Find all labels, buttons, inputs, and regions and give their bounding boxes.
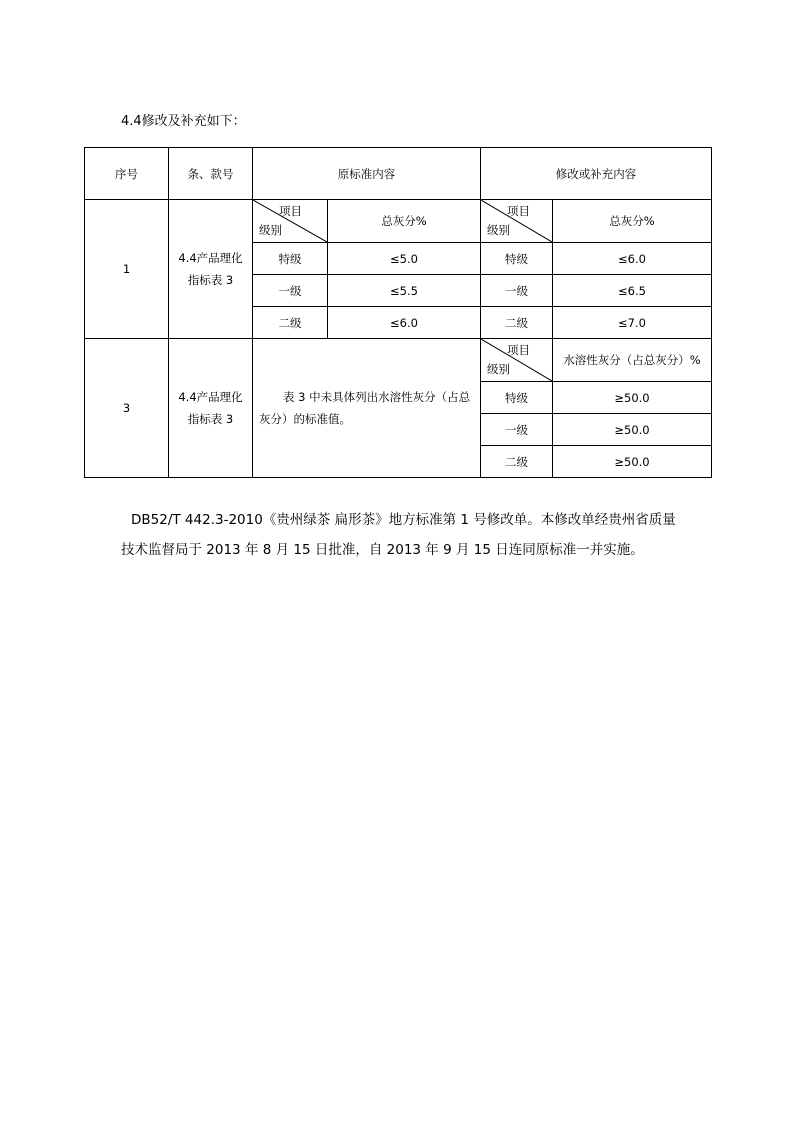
row1-mod-value: ≤7.0	[553, 307, 712, 339]
row1-clause	[169, 200, 253, 339]
row1-mod-diag-cell	[481, 200, 553, 243]
section-heading: 4.4修改及补充如下：	[121, 114, 246, 129]
row3-clause-line1: 4.4产品理化	[178, 390, 243, 404]
row3-clause-line2: 指标表 3	[187, 412, 234, 426]
diag-grade-label: 级别	[487, 362, 510, 376]
row3-grade: 特级	[481, 382, 553, 414]
note-paragraph-line1	[121, 510, 676, 530]
row3-orig-line2: 灰分）的标准值。	[259, 412, 351, 426]
header-row	[85, 148, 712, 200]
note-paragraph-line2: 技术监督局于 2013 年 8 月 15 日批准，自 2013 年 9 月 15 日连同原标准一并实施。	[121, 542, 644, 558]
row3-mod-value: ≥50.0	[553, 382, 712, 414]
row1-number: 1	[85, 200, 169, 339]
diag-item-label: 项目	[507, 343, 530, 357]
row1-orig-value: ≤5.5	[328, 275, 481, 307]
note-line1: DB52/T 442.3-2010《贵州绿茶 扁形茶》地方标准第 1 号修改单。本修改单经贵州省质量	[131, 512, 676, 528]
row1-orig-diag-cell	[253, 200, 328, 243]
row3-orig-text	[253, 339, 481, 478]
row1-grade: 特级	[253, 243, 328, 275]
row1-mod-grade: 二级	[481, 307, 553, 339]
row1-clause-line1: 4.4产品理化	[178, 251, 243, 265]
row1-orig-value: ≤6.0	[328, 307, 481, 339]
row1-clause-line2: 指标表 3	[187, 273, 234, 287]
table-row	[85, 200, 712, 243]
diag-grade-label: 级别	[259, 223, 282, 237]
row3-mod-value: ≥50.0	[553, 446, 712, 478]
row1-orig-value: ≤5.0	[328, 243, 481, 275]
row1-mod-value: ≤6.5	[553, 275, 712, 307]
row1-grade: 二级	[253, 307, 328, 339]
row3-grade: 二级	[481, 446, 553, 478]
diag-item-label: 项目	[279, 204, 302, 218]
row1-mod-grade: 特级	[481, 243, 553, 275]
row1-mod-header: 总灰分%	[553, 200, 712, 243]
row3-mod-diag-cell	[481, 339, 553, 382]
header-original: 原标准内容	[253, 148, 481, 200]
row3-orig-line1: 表 3 中未具体列出水溶性灰分（占总	[283, 390, 471, 404]
header-modified: 修改或补充内容	[481, 148, 712, 200]
row1-orig-header: 总灰分%	[328, 200, 481, 243]
row1-mod-grade: 一级	[481, 275, 553, 307]
amendment-table	[84, 147, 712, 478]
row1-grade: 一级	[253, 275, 328, 307]
row3-number: 3	[85, 339, 169, 478]
row3-grade: 一级	[481, 414, 553, 446]
diag-item-label: 项目	[507, 204, 530, 218]
row3-clause	[169, 339, 253, 478]
header-seq: 序号	[85, 148, 169, 200]
row1-mod-value: ≤6.0	[553, 243, 712, 275]
table-row	[85, 339, 712, 382]
row3-mod-header: 水溶性灰分（占总灰分）%	[553, 339, 712, 382]
diag-grade-label: 级别	[487, 223, 510, 237]
header-clause: 条、款号	[169, 148, 253, 200]
row3-mod-value: ≥50.0	[553, 414, 712, 446]
